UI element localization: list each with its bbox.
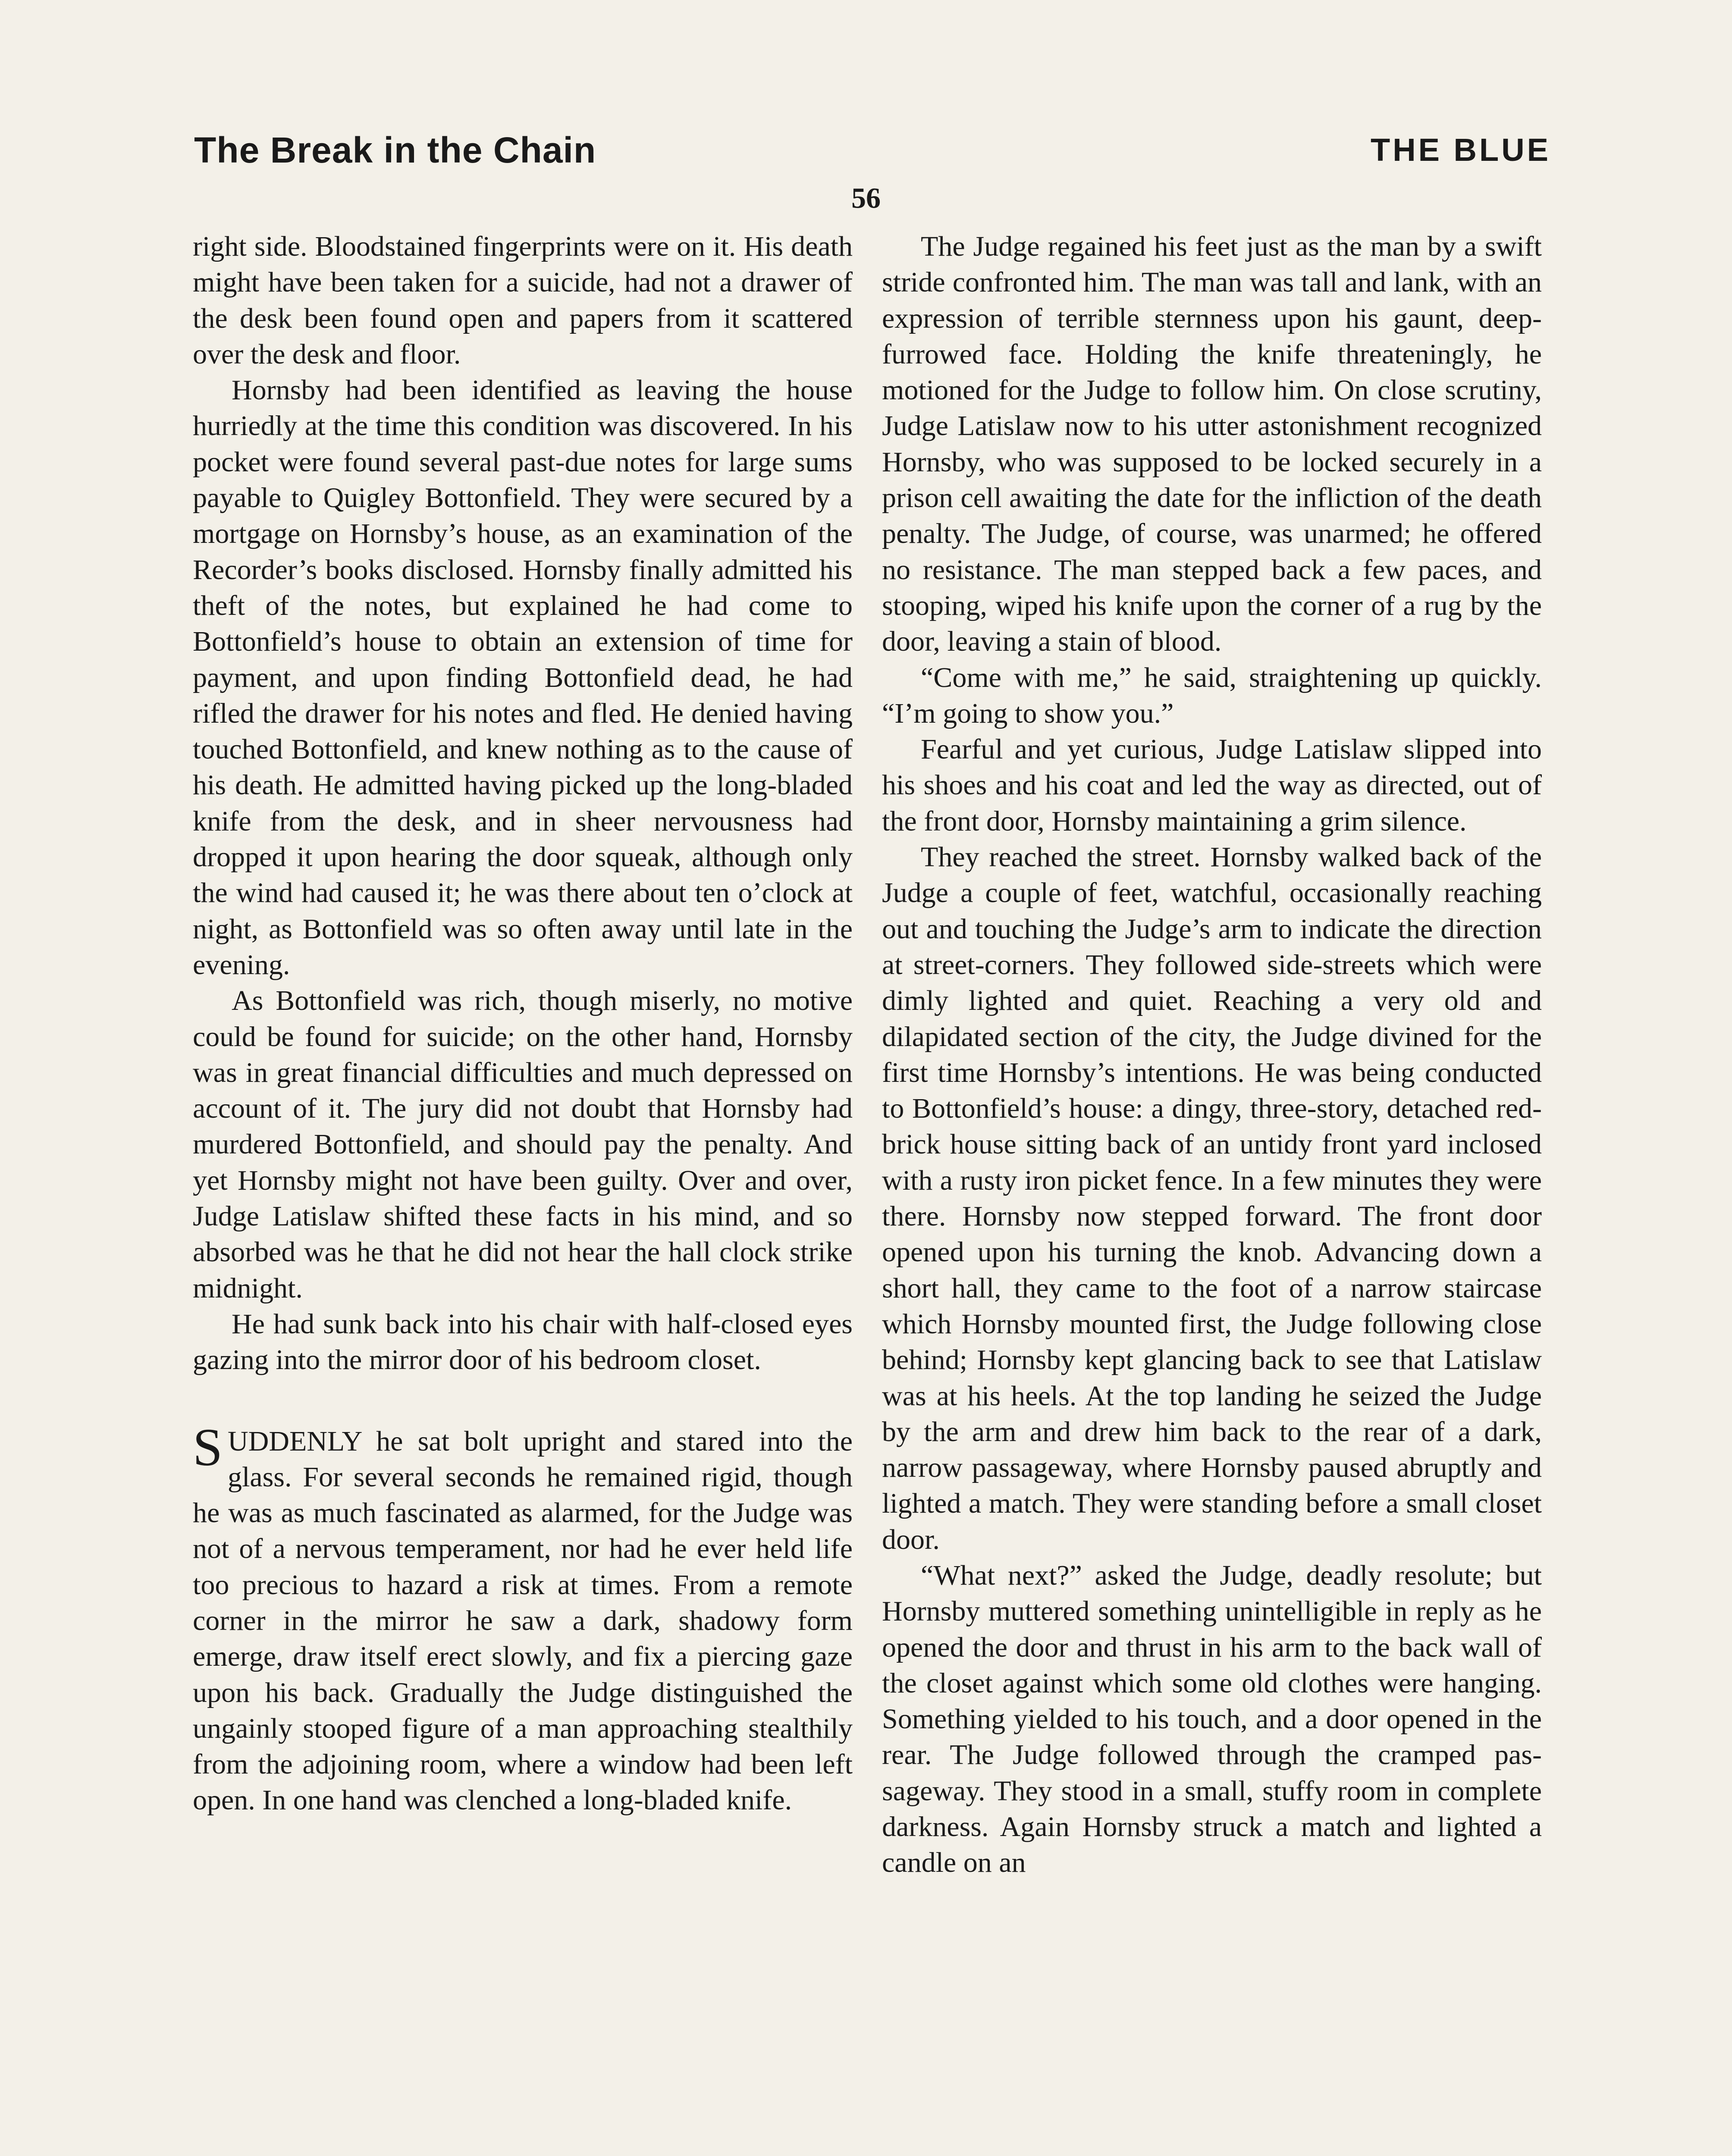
paragraph: “Come with me,” he said, straightening up quickly. “I’m going to show you.” (882, 661, 1542, 729)
paragraph: The Judge regained his feet just as the man by a swift stride confronted him. The man was tall and lank, with an expression of terrible sternness upon his gaunt, deep-furrowed face. Holding the knife threateningly, he motioned for the Judge to follow him. On close scrutiny, Judge Latislaw now to his utter astonishment recognized Hornsby, who was supposed to be locked securely in a prison cell awaiting the date for the infliction of the death penalty. The Judge, of course, was unarmed; he offered no resistance. The man stepped back a few paces, and stooping, wiped his knife upon the corner of a rug by the door, leaving a stain of blood. (882, 231, 1542, 658)
section-break (193, 1378, 853, 1423)
paragraph: They reached the street. Hornsby walked back of the Judge a couple of feet, watchful, occasionally reaching out and touching the Judge’s arm to indicate the direction at street-corners. They followed side-streets which were dimly lighted and quiet. Reaching a very old and dilapidated section of the city, the Judge divined for the first time Hornsby’s intentions. He was being conducted to Bottonfield’s house: a dingy, three-story, detached red-brick house sitting back of an untidy front yard inclosed with a rusty iron picket fence. In a few minutes they were there. Hornsby now stepped forward. The front door opened upon his turning the knob. Advancing down a short hall, they came to the foot of a narrow staircase which Hornsby mounted first, the Judge following close behind; Hornsby kept glancing back to see that Latislaw was at his heels. At the top landing he seized the Judge by the arm and drew him back to the rear of a dark, narrow passageway, where Hornsby paused abruptly and lighted a match. They were standing before a small closet door. (882, 841, 1542, 1555)
paragraph: “What next?” asked the Judge, deadly resolute; but Hornsby muttered something unintelligible in reply as he opened the door and thrust in his arm to the back wall of the closet against which some old clothes were hanging. Something yielded to his touch, and a door opened in the rear. The Judge followed through the cramped passageway. They stood in a small, stuffy room in complete darkness. Again Hornsby struck a match and lighted a candle on an (882, 1559, 1542, 1879)
left-column (193, 229, 853, 1818)
paragraph: right side. Bloodstained fingerprints were on it. His death might have been taken for a suicide, had not a drawer of the desk been found open and papers from it scattered over the desk and floor. (193, 231, 853, 370)
right-column (882, 229, 1542, 1881)
magazine-name: THE BLUE (1371, 132, 1551, 168)
paragraph-text: UDDENLY he sat bolt upright and stared into the glass. For several seconds he remained rigid, though he was as much fascinated as alarmed, for the Judge was not of a nervous temperament, nor had he ever held life too precious to hazard a risk at times. From a remote corner in the mirror he saw a dark, shadowy form emerge, draw itself erect slowly, and fix a piercing gaze upon his back. Gradually the Judge distinguished the ungainly stooped figure of a man approaching stealthily from the adjoining room, where a window had been left open. In one hand was clenched a long-bladed knife. (193, 1425, 853, 1816)
drop-cap: S (193, 1417, 223, 1477)
paragraph-with-dropcap (193, 1417, 853, 1818)
page-number: 56 (851, 182, 881, 214)
paragraph: Fearful and yet curious, Judge Latislaw slipped into his shoes and his coat and led the way as directed, out of the front door, Hornsby maintaining a grim silence. (882, 733, 1542, 837)
paragraph: He had sunk back into his chair with half-closed eyes gazing into the mirror door of his bedroom closet. (193, 1308, 853, 1376)
story-title: The Break in the Chain (194, 130, 596, 170)
paragraph: As Bottonfield was rich, though miserly, no motive could be found for suicide; on the other hand, Hornsby was in great financial difficulties and much depressed on account of it. The jury did not doubt that Hornsby had murdered Bottonfield, and should pay the penalty. And yet Hornsby might not have been guilty. Over and over, Judge Latislaw shifted these facts in his mind, and so absorbed was he that he did not hear the hall clock strike midnight. (193, 985, 853, 1304)
paragraph: Hornsby had been identified as leaving the house hurriedly at the time this condition was discovered. In his pocket were found several past-due notes for large sums payable to Quigley Bottonfield. They were secured by a mortgage on Hornsby’s house, as an examination of the Recorder’s books disclosed. Hornsby finally admitted his theft of the notes, but explained he had come to Bottonfield’s house to obtain an extension of time for payment, and upon finding Bottonfield dead, he had rifled the drawer for his notes and fled. He denied having touched Bottonfield, and knew nothing as to the cause of his death. He admitted having picked up the long-bladed knife from the desk, and in sheer nervousness had dropped it upon hearing the door squeak, although only the wind had caused it; he was there about ten o’clock at night, as Bottonfield was so often away until late in the evening. (193, 374, 853, 981)
